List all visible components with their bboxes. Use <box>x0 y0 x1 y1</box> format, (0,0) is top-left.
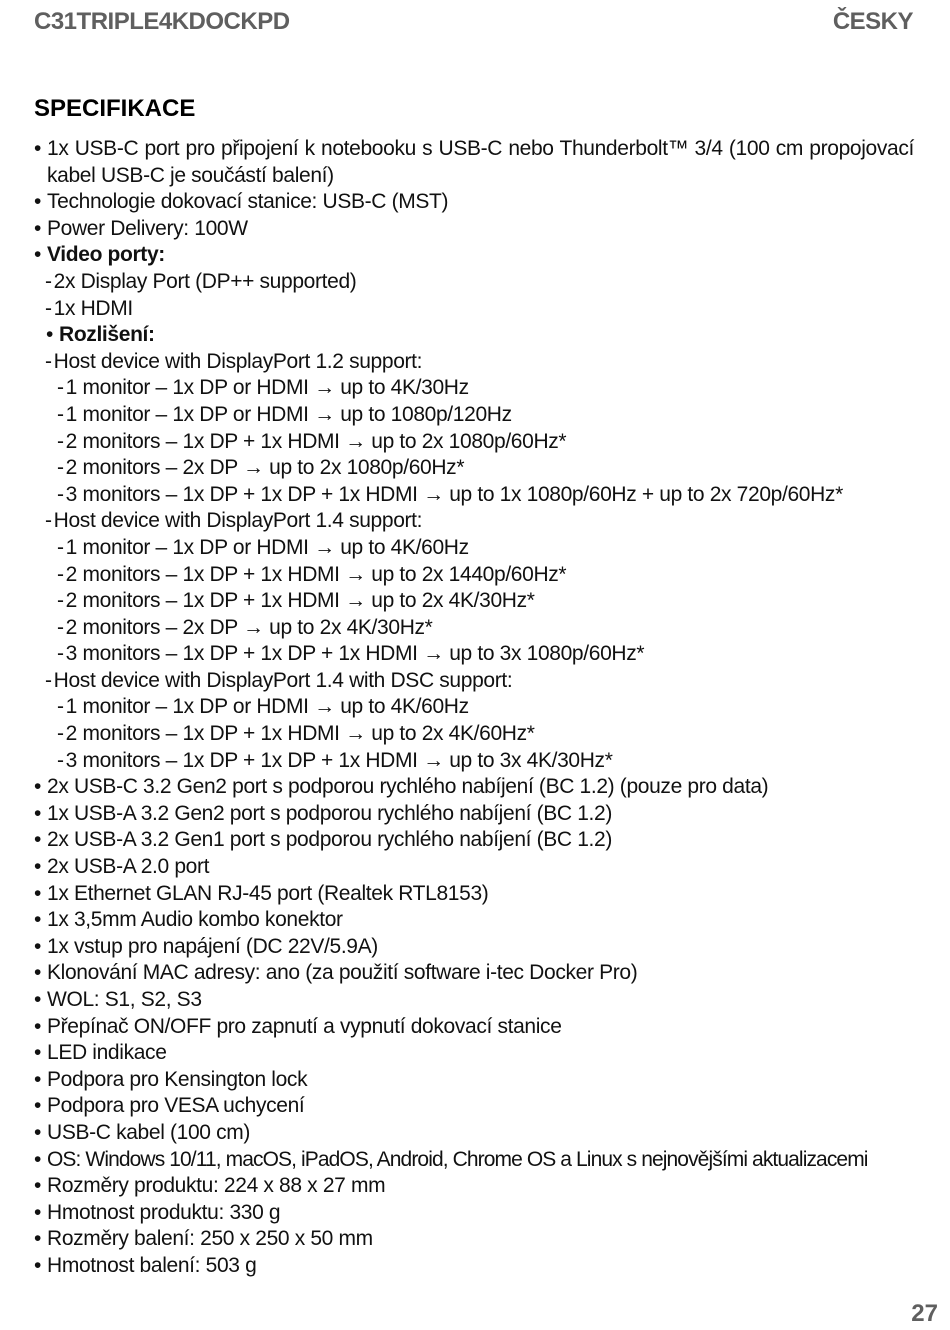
section-title: SPECIFIKACE <box>34 95 196 122</box>
spec-text: WOL: S1, S2, S3 <box>47 988 202 1011</box>
spec-text: USB-C kabel (100 cm) <box>47 1120 251 1144</box>
spec-item <box>34 827 914 854</box>
spec-subsubitem <box>34 535 914 562</box>
dash-marker: - <box>45 349 52 373</box>
bullet-marker: • <box>34 1253 42 1277</box>
dash-marker: - <box>45 668 52 692</box>
bullet-marker: • <box>34 1094 42 1118</box>
bullet-marker: • <box>34 988 42 1011</box>
bullet-marker: • <box>34 1227 42 1251</box>
bullet-marker: • <box>34 1014 42 1038</box>
spec-text: 2 monitors – 1x DP + 1x HDMI → up to 2x 1440p/60Hz* <box>65 562 567 586</box>
bullet-marker: • <box>34 243 42 267</box>
bullet-marker: • <box>34 1067 42 1091</box>
spec-item <box>34 216 914 243</box>
spec-text: Podpora pro Kensington lock <box>47 1067 308 1091</box>
spec-item <box>34 801 914 828</box>
spec-text: 3 monitors – 1x DP + 1x DP + 1x HDMI → up to 3x 1080p/60Hz* <box>65 642 645 666</box>
spec-text: 3 monitors – 1x DP + 1x DP + 1x HDMI → up to 3x 4K/30Hz* <box>65 748 613 772</box>
spec-text: Přepínač ON/OFF pro zapnutí a vypnutí dokovací stanice <box>47 1014 562 1038</box>
bullet-marker: • <box>34 190 42 214</box>
spec-text: 1 monitor – 1x DP or HDMI → up to 4K/60Hz <box>65 695 469 719</box>
spec-text: Rozměry produktu: 224 x 88 x 27 mm <box>47 1174 386 1198</box>
spec-subitem <box>34 668 914 695</box>
spec-item <box>34 1253 914 1280</box>
dash-marker: - <box>57 615 64 639</box>
spec-subsubitem <box>34 588 914 615</box>
bullet-marker: • <box>34 828 42 852</box>
spec-subitem <box>34 269 914 296</box>
spec-text: LED indikace <box>47 1041 167 1065</box>
bullet-marker: • <box>46 323 54 347</box>
spec-text: 1x vstup pro napájení (DC 22V/5.9A) <box>47 934 378 958</box>
spec-text: 1x HDMI <box>53 296 133 320</box>
bullet-marker: • <box>34 934 42 958</box>
spec-text: 1 monitor – 1x DP or HDMI → up to 4K/60Hz <box>65 535 469 559</box>
spec-item <box>34 1173 914 1200</box>
spec-text: 2x USB-C 3.2 Gen2 port s podporou rychlého nabíjení (BC 1.2) (pouze pro data) <box>47 775 769 799</box>
spec-item <box>34 189 914 216</box>
spec-text: Host device with DisplayPort 1.4 with DSC support: <box>53 668 513 692</box>
spec-text: OS: Windows 10/11, macOS, iPadOS, Android, Chrome OS a Linux s nejnovějšími aktualizacemi <box>47 1147 868 1171</box>
bullet-marker: • <box>34 801 42 825</box>
spec-text: Technologie dokovací stanice: USB-C (MST) <box>47 190 449 214</box>
spec-item <box>34 1014 914 1041</box>
dash-marker: - <box>57 429 64 453</box>
spec-text: Video porty: <box>47 243 165 267</box>
dash-marker: - <box>57 535 64 559</box>
bullet-marker: • <box>34 1174 42 1198</box>
spec-item <box>34 1147 914 1174</box>
spec-text: Rozměry balení: 250 x 250 x 50 mm <box>47 1227 373 1251</box>
spec-heading <box>34 242 914 269</box>
spec-text: 2 monitors – 2x DP → up to 2x 4K/30Hz* <box>65 615 433 639</box>
spec-text: Power Delivery: 100W <box>47 216 248 240</box>
spec-item <box>34 774 914 801</box>
spec-text: Hmotnost balení: 503 g <box>47 1253 257 1277</box>
dash-marker: - <box>57 482 64 506</box>
spec-text: 2x USB-A 3.2 Gen1 port s podporou rychlého nabíjení (BC 1.2) <box>47 828 613 852</box>
bullet-marker: • <box>34 1147 41 1171</box>
spec-text: 2 monitors – 2x DP → up to 2x 1080p/60Hz* <box>65 456 465 480</box>
spec-item <box>34 1067 914 1094</box>
spec-text: Host device with DisplayPort 1.2 support: <box>53 349 423 373</box>
spec-item <box>34 136 914 189</box>
spec-subsubitem <box>34 482 914 509</box>
dash-marker: - <box>57 642 64 666</box>
spec-item <box>34 1093 914 1120</box>
bullet-marker: • <box>34 855 42 879</box>
spec-text: Podpora pro VESA uchycení <box>47 1094 305 1118</box>
spec-subsubitem <box>34 694 914 721</box>
spec-subsubitem <box>34 641 914 668</box>
page-number: 27 <box>911 1300 938 1327</box>
spec-text: 2x Display Port (DP++ supported) <box>53 269 357 293</box>
dash-marker: - <box>45 509 52 533</box>
spec-subitem <box>34 508 914 535</box>
spec-item <box>34 1040 914 1067</box>
spec-text: Hmotnost produktu: 330 g <box>47 1200 281 1224</box>
spec-text: Host device with DisplayPort 1.4 support: <box>53 509 423 533</box>
spec-subsubitem <box>34 375 914 402</box>
spec-item <box>34 934 914 961</box>
spec-heading <box>34 322 914 349</box>
dash-marker: - <box>57 722 64 746</box>
spec-subsubitem <box>34 562 914 589</box>
spec-subitem <box>34 296 914 323</box>
specification-list <box>34 136 914 1280</box>
bullet-marker: • <box>34 1200 42 1224</box>
spec-text: 2 monitors – 1x DP + 1x HDMI → up to 2x 4K/60Hz* <box>65 722 535 746</box>
dash-marker: - <box>45 296 52 320</box>
spec-text: 2 monitors – 1x DP + 1x HDMI → up to 2x 4K/30Hz* <box>65 589 535 613</box>
spec-text: 1 monitor – 1x DP or HDMI → up to 4K/30Hz <box>65 376 469 400</box>
dash-marker: - <box>57 402 64 426</box>
dash-marker: - <box>57 748 64 772</box>
bullet-marker: • <box>34 961 42 985</box>
spec-item <box>34 854 914 881</box>
language-label: ČESKY <box>832 8 913 35</box>
dash-marker: - <box>45 269 52 293</box>
spec-item <box>34 881 914 908</box>
bullet-marker: • <box>34 1120 42 1144</box>
spec-text: 1x 3,5mm Audio kombo konektor <box>47 908 343 932</box>
bullet-marker: • <box>34 881 42 905</box>
bullet-marker: • <box>34 137 42 160</box>
spec-subsubitem <box>34 455 914 482</box>
dash-marker: - <box>57 562 64 586</box>
spec-subsubitem <box>34 402 914 429</box>
spec-text: 1x USB-C port pro připojení k notebooku s USB-C nebo Thunderbolt™ 3/4 (100 cm propojovací kabel USB-C je součástí balení) <box>47 137 914 187</box>
spec-text: 2x USB-A 2.0 port <box>47 855 210 879</box>
spec-item <box>34 1200 914 1227</box>
spec-text: 3 monitors – 1x DP + 1x DP + 1x HDMI → up to 1x 1080p/60Hz + up to 2x 720p/60Hz* <box>65 482 843 506</box>
spec-item <box>34 987 914 1014</box>
spec-subsubitem <box>34 748 914 775</box>
spec-text: Rozlišení: <box>59 323 155 347</box>
spec-item <box>34 960 914 987</box>
dash-marker: - <box>57 589 64 613</box>
spec-subsubitem <box>34 721 914 748</box>
dash-marker: - <box>57 376 64 400</box>
spec-subsubitem <box>34 429 914 456</box>
dash-marker: - <box>57 695 64 719</box>
product-model-header: C31TRIPLE4KDOCKPD <box>34 8 290 35</box>
spec-item <box>34 1226 914 1253</box>
spec-item <box>34 1120 914 1147</box>
bullet-marker: • <box>34 775 42 799</box>
spec-text: 2 monitors – 1x DP + 1x HDMI → up to 2x 1080p/60Hz* <box>65 429 567 453</box>
bullet-marker: • <box>34 908 42 932</box>
spec-text: 1x Ethernet GLAN RJ-45 port (Realtek RTL8153) <box>47 881 489 905</box>
spec-text: Klonování MAC adresy: ano (za použití software i-tec Docker Pro) <box>47 961 638 985</box>
spec-subsubitem <box>34 615 914 642</box>
spec-item <box>34 907 914 934</box>
spec-subitem <box>34 349 914 376</box>
dash-marker: - <box>57 456 64 480</box>
bullet-marker: • <box>34 1041 42 1065</box>
spec-text: 1x USB-A 3.2 Gen2 port s podporou rychlého nabíjení (BC 1.2) <box>47 801 613 825</box>
bullet-marker: • <box>34 216 42 240</box>
spec-text: 1 monitor – 1x DP or HDMI → up to 1080p/120Hz <box>65 402 512 426</box>
